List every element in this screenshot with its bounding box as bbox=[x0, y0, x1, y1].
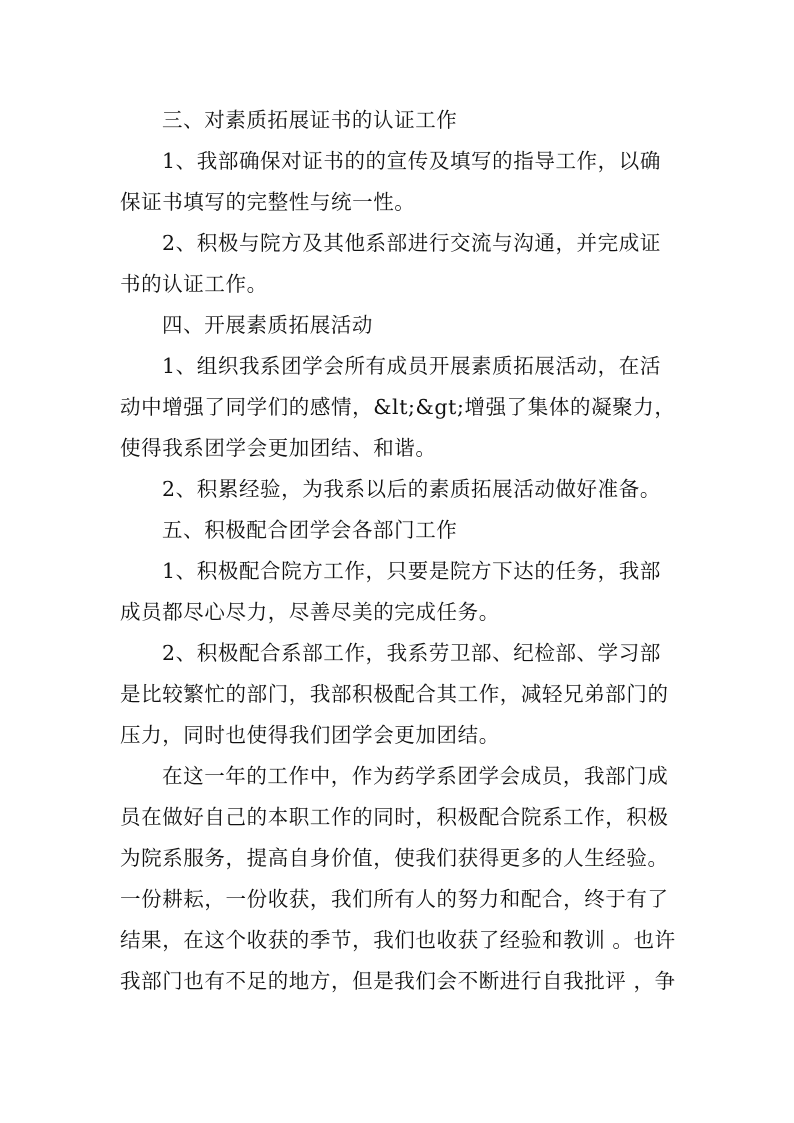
paragraph-line: 结果，在这个收获的季节，我们也收获了经验和教训 。也许 bbox=[120, 928, 676, 952]
paragraph-line: 员在做好自己的本职工作的同时，积极配合院系工作，积极 bbox=[120, 805, 669, 829]
section-heading-4: 四、开展素质拓展活动 bbox=[162, 313, 373, 337]
paragraph-line: 2、积极与院方及其他系部进行交流与沟通，并完成证 bbox=[162, 231, 661, 255]
paragraph-line: 为院系服务，提高自身价值，使我们获得更多的人生经验。 bbox=[120, 846, 669, 870]
paragraph-line: 保证书填写的完整性与统一性。 bbox=[120, 190, 416, 214]
paragraph-line: 2、积累经验，为我系以后的素质拓展活动做好准备。 bbox=[162, 477, 661, 501]
section-heading-3: 三、对素质拓展证书的认证工作 bbox=[162, 108, 458, 132]
paragraph-line: 压力，同时也使得我们团学会更加团结。 bbox=[120, 723, 500, 747]
section-heading-5: 五、积极配合团学会各部门工作 bbox=[162, 518, 458, 542]
paragraph-line: 1、组织我系团学会所有成员开展素质拓展活动，在活 bbox=[162, 354, 661, 378]
paragraph-line: 动中增强了同学们的感情，&lt;&gt;增强了集体的凝聚力， bbox=[120, 395, 676, 419]
paragraph-line: 使得我系团学会更加团结、和谐。 bbox=[120, 436, 437, 460]
paragraph-line: 1、积极配合院方工作，只要是院方下达的任务，我部 bbox=[162, 559, 661, 583]
paragraph-line: 成员都尽心尽力，尽善尽美的完成任务。 bbox=[120, 600, 500, 624]
paragraph-line: 是比较繁忙的部门，我部积极配合其工作，减轻兄弟部门的 bbox=[120, 682, 669, 706]
paragraph-line: 书的认证工作。 bbox=[120, 272, 268, 296]
paragraph-line: 在这一年的工作中，作为药学系团学会成员，我部门成 bbox=[162, 764, 669, 788]
paragraph-line: 我部门也有不足的地方，但是我们会不断进行自我批评 ，争 bbox=[120, 969, 676, 993]
paragraph-line: 2、积极配合系部工作，我系劳卫部、纪检部、学习部 bbox=[162, 641, 661, 665]
paragraph-line: 1、我部确保对证书的的宣传及填写的指导工作，以确 bbox=[162, 149, 661, 173]
paragraph-line: 一份耕耘，一份收获，我们所有人的努力和配合，终于有了 bbox=[120, 887, 669, 911]
